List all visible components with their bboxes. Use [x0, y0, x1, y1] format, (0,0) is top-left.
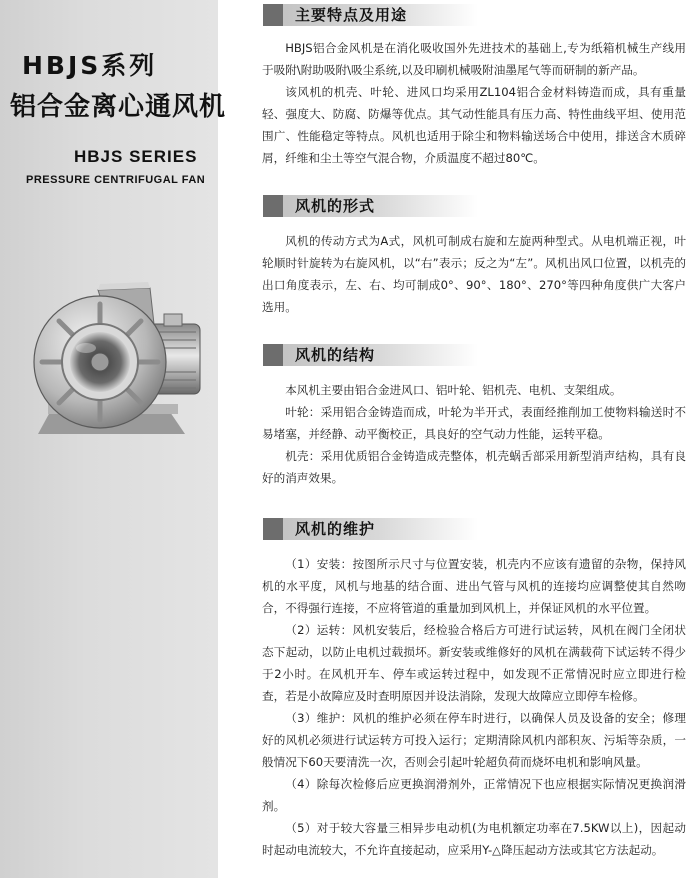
paragraph: HBJS铝合金风机是在消化吸收国外先进技术的基础上,专为纸箱机械生产线用于吸附\附助吸附\吸尘系统,以及印刷机械吸附油墨尾气等而研制的新产品。 — [262, 41, 686, 77]
paragraph: （5）对于较大容量三相异步电动机(为电机额定功率在7.5KW以上)，因起动时起动电流较大，不允许直接起动，应采用Y-△降压起动方法或其它方法起动。 — [262, 821, 686, 857]
section-title: 风机的形式 — [295, 197, 376, 215]
section-title: 风机的结构 — [295, 346, 376, 364]
section-body-form — [262, 230, 686, 318]
paragraph: 本风机主要由铝合金进风口、铝叶轮、铝机壳、电机、支架组成。 — [285, 383, 622, 397]
section-marker — [263, 518, 283, 540]
section-marker — [263, 344, 283, 366]
section-header-structure — [263, 344, 478, 366]
paragraph: （3）维护：风机的维护必须在停车时进行，以确保人员及设备的安全；修理好的风机必须进行试运转方可投入运行；定期清除风机内部积灰、污垢等杂质，一般情况下60天要清洗一次，否则会引起叶轮超负荷而烧坏电机和影响风量。 — [262, 711, 686, 769]
paragraph: 机壳：采用优质铝合金铸造成壳整体，机壳蜗舌部采用新型消声结构，具有良好的消声效果。 — [262, 449, 686, 485]
section-marker — [263, 195, 283, 217]
paragraph: （2）运转：风机安装后，经检验合格后方可进行试运转，风机在阀门全闭状态下起动，以防止电机过载损坏。新安装或维修好的风机在满载荷下试运转不得少于2小时。在风机开车、停车或运转过程中，如发现不正常情况时应立即进行检查，若是小故障应及时查明原因并设法消除，发现大故障应立即停车检修。 — [262, 623, 686, 703]
series-subtitle: 铝合金离心通风机 — [10, 92, 227, 122]
paragraph: （1）安装：按图所示尺寸与位置安装，机壳内不应该有遗留的杂物，保持风机的水平度，风机与地基的结合面、进出气管与风机的连接均应调整使其自然吻合，不得强行连接，不应将管道的重量加到风机上，并保证风机的水平位置。 — [262, 557, 686, 615]
paragraph: （4）除每次检修后应更换润滑剂外，正常情况下也应根据实际情况更换润滑剂。 — [262, 777, 686, 813]
english-title: HBJS SERIES — [74, 147, 198, 166]
section-header-form — [263, 195, 478, 217]
section-title: 主要特点及用途 — [295, 6, 408, 24]
section-title: 风机的维护 — [295, 520, 376, 538]
series-title: HBJS系列 — [22, 51, 158, 80]
section-header-features — [263, 4, 478, 26]
paragraph: 该风机的机壳、叶轮、进风口均采用ZL104铝合金材料铸造而成，具有重量轻、强度大、防腐、防爆等优点。其气动性能具有压力高、特性曲线平坦、使用范围广、性能稳定等特点。风机也适用于除尘和物料输送场合中使用，排送含木质碎屑，纤维和尘土等空气混合物，介质温度不超过80℃。 — [262, 85, 686, 165]
section-header-maintenance — [263, 518, 478, 540]
centrifugal-fan-photo — [20, 262, 210, 452]
paragraph: 叶轮：采用铝合金铸造而成，叶轮为半开式，表面经推削加工使物料输送时不易堵塞，并经静、动平衡校正，具良好的空气动力性能，运转平稳。 — [262, 405, 686, 441]
section-marker — [263, 4, 283, 26]
paragraph: 风机的传动方式为A式，风机可制成右旋和左旋两种型式。从电机端正视，叶轮顺时针旋转为右旋风机，以“右”表示；反之为“左”。风机出风口位置，以机壳的出口角度表示，左、右、均可制成0°、90°、180°、270°等四种角度供广大客户选用。 — [262, 234, 686, 314]
section-body-features — [262, 37, 686, 169]
section-body-structure — [262, 379, 686, 489]
english-subtitle: PRESSURE CENTRIFUGAL FAN — [26, 174, 206, 186]
left-panel — [0, 0, 227, 878]
section-body-maintenance — [262, 553, 686, 861]
